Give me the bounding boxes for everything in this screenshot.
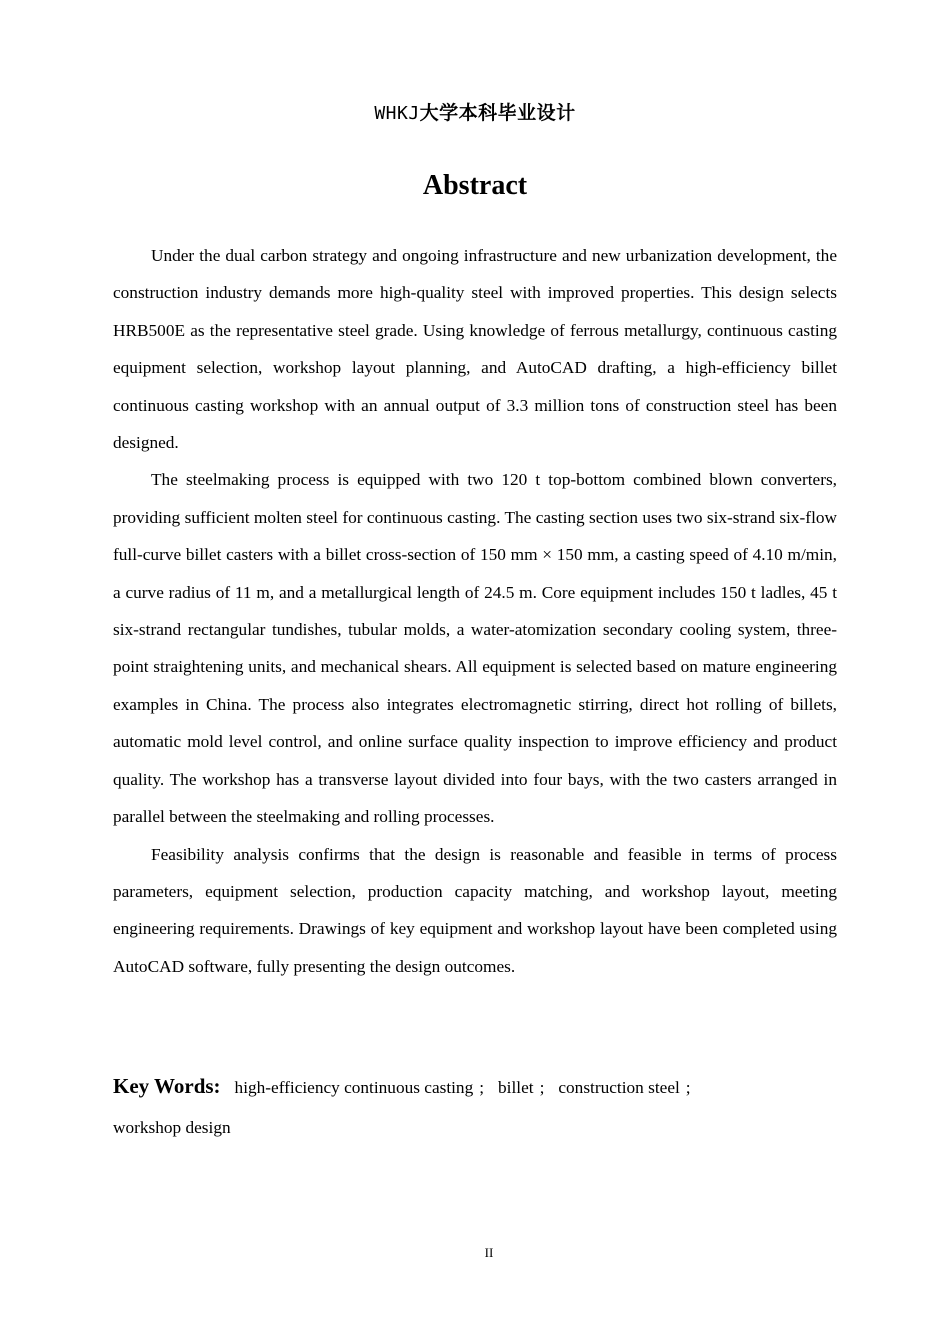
abstract-paragraph-3: Feasibility analysis confirms that the design is reasonable and feasible in terms of process parameters, equipment selection, production capacity matching, and workshop layout, meeting engineering requirements. Drawings of key equipment and workshop layout have been completed using AutoCAD software, fully presenting the design outcomes. [113,844,837,976]
keyword-item: workshop design [113,1118,231,1137]
page-number: II [484,1245,494,1260]
keywords-section [113,1066,837,1148]
running-header [0,98,950,125]
abstract-title: Abstract [422,170,528,201]
keyword-item: billet [498,1078,534,1097]
keyword-separator: ; [539,1078,545,1097]
keyword-separator: ; [479,1078,485,1097]
keyword-item: high-efficiency continuous casting [234,1078,474,1097]
header-document-type: 大学本科毕业设计 [419,102,576,124]
keyword-separator: ; [685,1078,691,1097]
abstract-paragraph-1: Under the dual carbon strategy and ongoing infrastructure and new urbanization development, the construction industry demands more high-quality steel with improved properties. This design selects HRB500E as the representative steel grade. Using knowledge of ferrous metallurgy, continuous casting equipment selection, workshop layout planning, and AutoCAD drafting, a high-efficiency billet continuous casting workshop with an annual output of 3.3 million tons of construction steel has been designed. [113,246,837,453]
abstract-paragraph-2: The steelmaking process is equipped with two 120 t top-bottom combined blown converters, providing sufficient molten steel for continuous casting. The casting section uses two six-strand six-flow full-curve billet casters with a billet cross-section of 150 mm × 150 mm, a casting speed of 4.10 m/min, a curve radius of 11 m, and a metallurgical length of 24.5 m. Core equipment includes 150 t ladles, 45 t six-strand rectangular tundishes, tubular molds, a water-atomization secondary cooling system, three-point straightening units, and mechanical shears. All equipment is selected based on mature engineering examples in China. The process also integrates electromagnetic stirring, direct hot rolling of billets, automatic mold level control, and online surface quality inspection to improve efficiency and product quality. The workshop has a transverse layout divided into four bays, with the two casters arranged in parallel between the steelmaking and rolling processes. [113,470,837,827]
keyword-item: construction steel [558,1078,680,1097]
keywords-label: Key Words: [113,1074,221,1098]
abstract-body [113,237,837,985]
header-university-code: WHKJ [374,103,420,124]
